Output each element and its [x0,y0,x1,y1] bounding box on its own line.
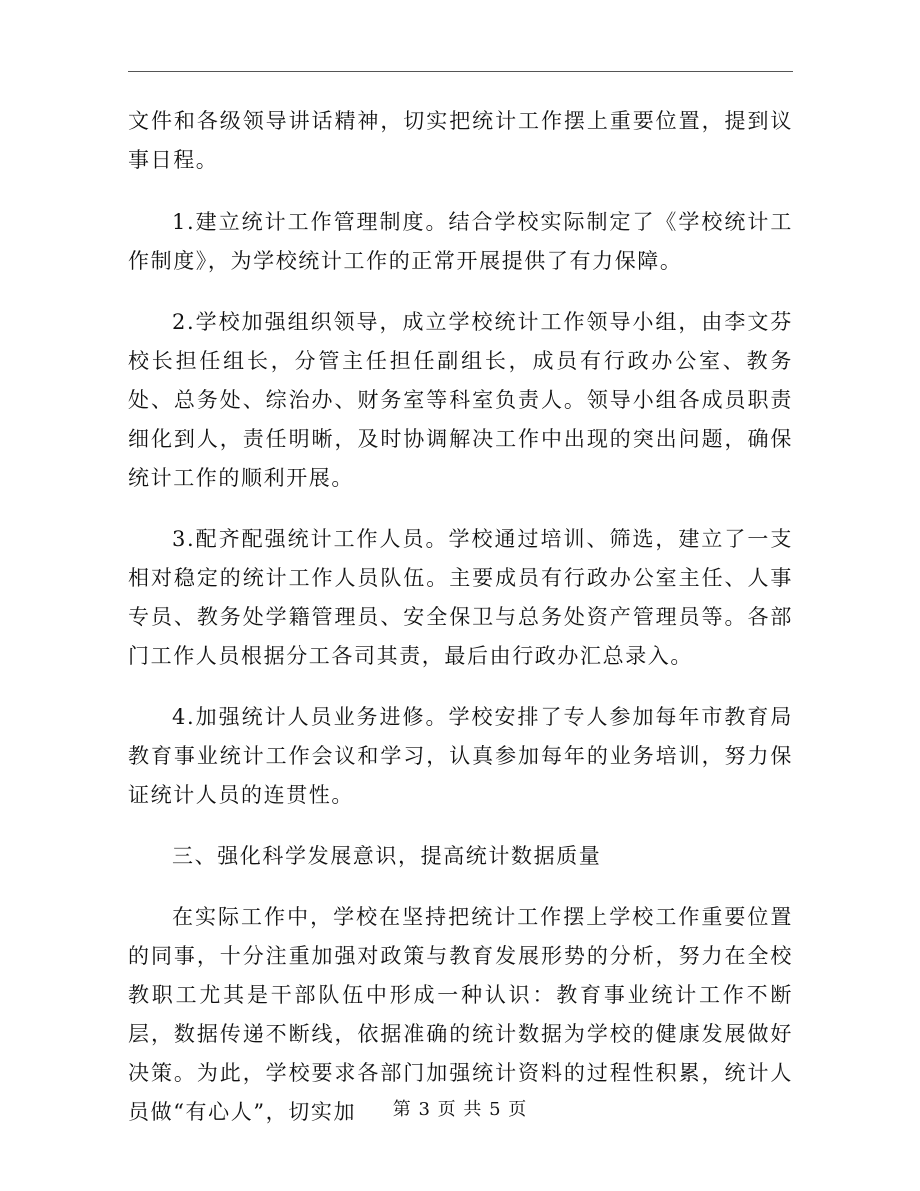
header-rule [128,71,793,72]
paragraph-item-2: 2.学校加强组织领导，成立学校统计工作领导小组，由李文芬校长担任组长，分管主任担任副组长，成员有行政办公室、教务处、总务处、综治办、财务室等科室负责人。领导小组各成员职责细化到人，责任明晰，及时协调解决工作中出现的突出问题，确保统计工作的顺利开展。 [128,310,793,490]
page-number-label: 第 3 页 共 5 页 [392,1099,528,1120]
paragraph-practice: 在实际工作中，学校在坚持把统计工作摆上学校工作重要位置的同事，十分注重加强对政策与教育发展形势的分析，努力在全校教职工尤其是干部队伍中形成一种认识：教育事业统计工作不断层，数据传递不断线，依据准确的统计数据为学校的健康发展做好决策。为此，学校要求各部门加强统计资料的过程性积累，统计人员做“有心人”，切实加 [128,905,793,1124]
paragraph-item-1: 1.建立统计工作管理制度。结合学校实际制定了《学校统计工作制度》，为学校统计工作的正常开展提供了有力保障。 [128,210,793,273]
paragraph-continuation: 文件和各级领导讲话精神，切实把统计工作摆上重要位置，提到议事日程。 [128,109,793,172]
page-footer [0,1095,920,1121]
paragraph-item-4: 4.加强统计人员业务进修。学校安排了专人参加每年市教育局教育事业统计工作会议和学习，认真参加每年的业务培训，努力保证统计人员的连贯性。 [128,705,793,807]
section-heading-3: 三、强化科学发展意识，提高统计数据质量 [172,844,602,868]
document-body [128,102,793,1132]
paragraph-item-3: 3.配齐配强统计工作人员。学校通过培训、筛选，建立了一支相对稳定的统计工作人员队伍。主要成员有行政办公室主任、人事专员、教务处学籍管理员、安全保卫与总务处资产管理员等。各部门工作人员根据分工各司其责，最后由行政办汇总录入。 [128,527,793,668]
